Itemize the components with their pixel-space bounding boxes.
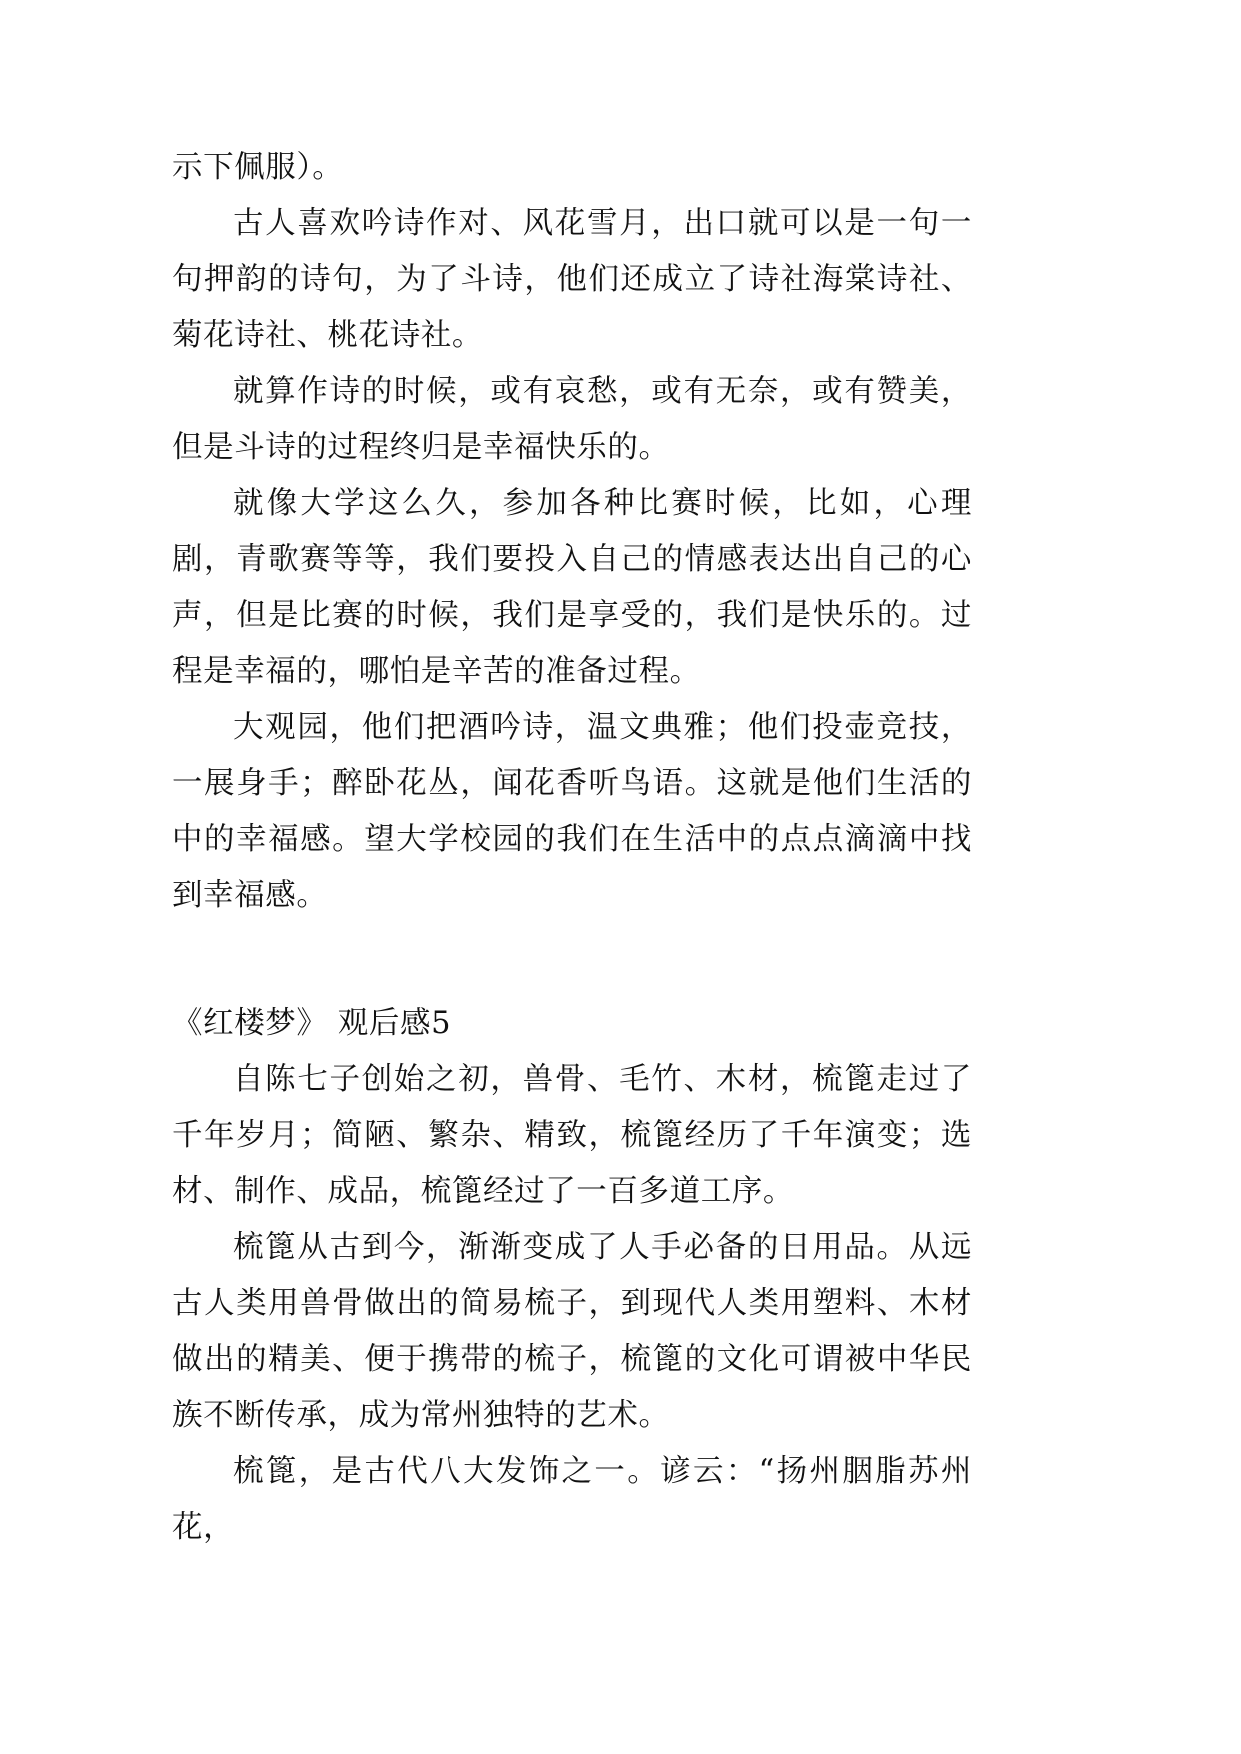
paragraph: 古人喜欢吟诗作对、风花雪月，出口就可以是一句一句押韵的诗句，为了斗诗，他们还成立了诗社海棠诗社、菊花诗社、桃花诗社。 (172, 206, 972, 353)
paragraph: 就像大学这么久，参加各种比赛时候，比如，心理剧，青歌赛等等，我们要投入自己的情感表达出自己的心声，但是比赛的时候，我们是享受的，我们是快乐的。过程是幸福的，哪怕是辛苦的准备过程。 (172, 486, 972, 689)
paragraph-continuation: 示下佩服）。 (172, 150, 344, 185)
paragraph: 大观园，他们把酒吟诗，温文典雅；他们投壶竞技，一展身手；醉卧花丛，闻花香听鸟语。这就是他们生活的中的幸福感。望大学校园的我们在生活中的点点滴滴中找到幸福感。 (172, 710, 972, 913)
paragraph: 自陈七子创始之初，兽骨、毛竹、木材，梳篦走过了千年岁月；简陋、繁杂、精致，梳篦经历了千年演变；选材、制作、成品，梳篦经过了一百多道工序。 (172, 1062, 972, 1209)
paragraph: 就算作诗的时候，或有哀愁，或有无奈，或有赞美，但是斗诗的过程终归是幸福快乐的。 (172, 374, 972, 465)
section-heading: 《红楼梦》 观后感5 (172, 1006, 452, 1041)
section-spacer (172, 924, 972, 996)
paragraph: 梳篦从古到今，渐渐变成了人手必备的日用品。从远古人类用兽骨做出的简易梳子，到现代人类用塑料、木材做出的精美、便于携带的梳子，梳篦的文化可谓被中华民族不断传承，成为常州独特的艺术。 (172, 1230, 972, 1433)
document-body (172, 140, 972, 1556)
paragraph: 梳篦，是古代八大发饰之一。谚云：“扬州胭脂苏州花， (172, 1454, 972, 1545)
